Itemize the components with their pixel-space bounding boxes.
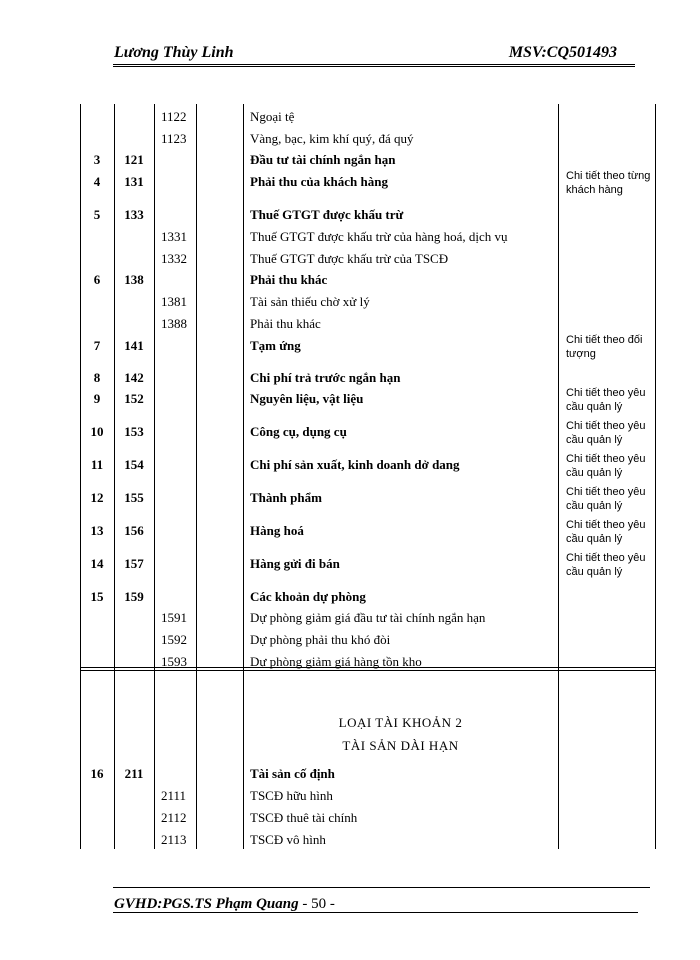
cell-account-level2: 2111	[161, 788, 187, 803]
cell-account-level2: 2112	[161, 810, 187, 825]
cell-account-name: Thành phẩm	[250, 490, 322, 505]
section-title-line2: TÀI SẢN DÀI HẠN	[342, 738, 459, 753]
cell-account-level2: 1332	[161, 251, 187, 266]
cell-account-name: Đầu tư tài chính ngắn hạn	[250, 152, 396, 167]
cell-account-level1: 159	[124, 589, 144, 604]
cell-account-name: Phải thu khác	[250, 272, 328, 287]
cell-stt: 4	[93, 174, 101, 189]
cell-account-name: TSCĐ thuê tài chính	[250, 810, 358, 825]
header-author: Lương Thùy Linh	[114, 44, 234, 61]
cell-account-name: Hàng gửi đi bán	[250, 556, 340, 571]
cell-account-level1: 131	[124, 174, 144, 189]
cell-account-name: Phải thu của khách hàng	[250, 174, 388, 189]
section-divider-2	[80, 670, 656, 671]
footer-rule	[113, 887, 650, 888]
cell-account-level2: 2113	[161, 832, 187, 847]
col-divider	[196, 104, 197, 849]
cell-account-level1: 156	[124, 523, 144, 538]
cell-stt: 14	[90, 556, 104, 571]
cell-account-name: TSCĐ hữu hình	[250, 788, 333, 803]
cell-stt: 10	[90, 424, 104, 439]
cell-stt: 6	[93, 272, 101, 287]
footer-rule-bottom	[113, 912, 638, 913]
cell-account-level2: 1388	[161, 316, 187, 331]
cell-account-name: Nguyên liệu, vật liệu	[250, 391, 364, 406]
cell-account-name: Dự phòng giảm giá đầu tư tài chính ngắn hạn	[250, 610, 486, 625]
cell-account-level1: 157	[124, 556, 144, 571]
cell-account-name: Tạm ứng	[250, 338, 301, 353]
footer-page-number: - 50 -	[298, 896, 335, 912]
cell-stt: 11	[90, 457, 104, 472]
footer-advisor: GVHD:PGS.TS Phạm Quang	[114, 896, 299, 912]
cell-account-level2: 1591	[161, 610, 187, 625]
cell-account-name: Tài sản cố định	[250, 766, 335, 781]
cell-note: Chi tiết theo yêu cầu quản lý	[566, 420, 646, 446]
cell-stt: 9	[93, 391, 101, 406]
cell-stt: 12	[90, 490, 104, 505]
cell-account-name: Hàng hoá	[250, 523, 304, 538]
cell-account-level2: 1593	[161, 654, 187, 669]
cell-account-name: Chi phí trả trước ngắn hạn	[250, 370, 401, 385]
section-title-line1: LOẠI TÀI KHOẢN 2	[338, 715, 463, 730]
cell-note: Chi tiết theo yêu cầu quản lý	[566, 519, 646, 545]
cell-account-name: Vàng, bạc, kim khí quý, đá quý	[250, 131, 414, 146]
cell-account-name: Thuế GTGT được khấu trừ	[250, 207, 404, 222]
cell-note: Chi tiết theo đối tượng	[566, 334, 643, 360]
cell-note: Chi tiết theo yêu cầu quản lý	[566, 387, 646, 413]
cell-account-level1: 152	[124, 391, 144, 406]
cell-account-level1: 153	[124, 424, 144, 439]
cell-note: Chi tiết theo yêu cầu quản lý	[566, 552, 646, 578]
cell-note: Chi tiết theo từng khách hàng	[566, 170, 651, 196]
col-divider	[154, 104, 155, 849]
cell-account-name: Thuế GTGT được khấu trừ của hàng hoá, dịch vụ	[250, 229, 508, 244]
cell-account-level2: 1381	[161, 294, 187, 309]
cell-account-level1: 211	[124, 766, 144, 781]
cell-account-name: Tài sản thiếu chờ xử lý	[250, 294, 370, 309]
cell-stt: 16	[90, 766, 104, 781]
cell-account-name: Dự phòng phải thu khó đòi	[250, 632, 391, 647]
cell-account-level2: 1123	[161, 131, 187, 146]
header-student-id: MSV:CQ501493	[508, 44, 617, 61]
cell-account-level1: 154	[124, 457, 144, 472]
cell-note: Chi tiết theo yêu cầu quản lý	[566, 486, 646, 512]
cell-stt: 5	[93, 207, 101, 222]
cell-stt: 8	[93, 370, 101, 385]
cell-stt: 3	[93, 152, 101, 167]
cell-account-name: Thuế GTGT được khấu trừ của TSCĐ	[250, 251, 449, 266]
cell-account-name: Dự phòng giảm giá hàng tồn kho	[250, 654, 422, 669]
cell-account-level1: 133	[124, 207, 144, 222]
cell-stt: 13	[90, 523, 104, 538]
cell-account-name: Ngoại tệ	[250, 109, 295, 124]
footer	[114, 896, 335, 913]
cell-account-name: Phải thu khác	[250, 316, 321, 331]
cell-account-level1: 138	[124, 272, 144, 287]
cell-note: Chi tiết theo yêu cầu quản lý	[566, 453, 646, 479]
cell-account-level2: 1331	[161, 229, 187, 244]
cell-account-level1: 155	[124, 490, 144, 505]
cell-account-name: Chi phí sản xuất, kinh doanh dở dang	[250, 457, 460, 472]
table-border-right	[655, 104, 656, 849]
cell-account-name: TSCĐ vô hình	[250, 832, 326, 847]
cell-stt: 15	[90, 589, 104, 604]
cell-account-level1: 142	[124, 370, 144, 385]
cell-account-level1: 121	[124, 152, 144, 167]
cell-account-level2: 1592	[161, 632, 187, 647]
cell-account-level2: 1122	[161, 109, 187, 124]
cell-stt: 7	[93, 338, 101, 353]
cell-account-name: Các khoản dự phòng	[250, 589, 366, 604]
cell-account-level1: 141	[124, 338, 144, 353]
col-divider	[558, 104, 559, 849]
cell-account-name: Công cụ, dụng cụ	[250, 424, 347, 439]
